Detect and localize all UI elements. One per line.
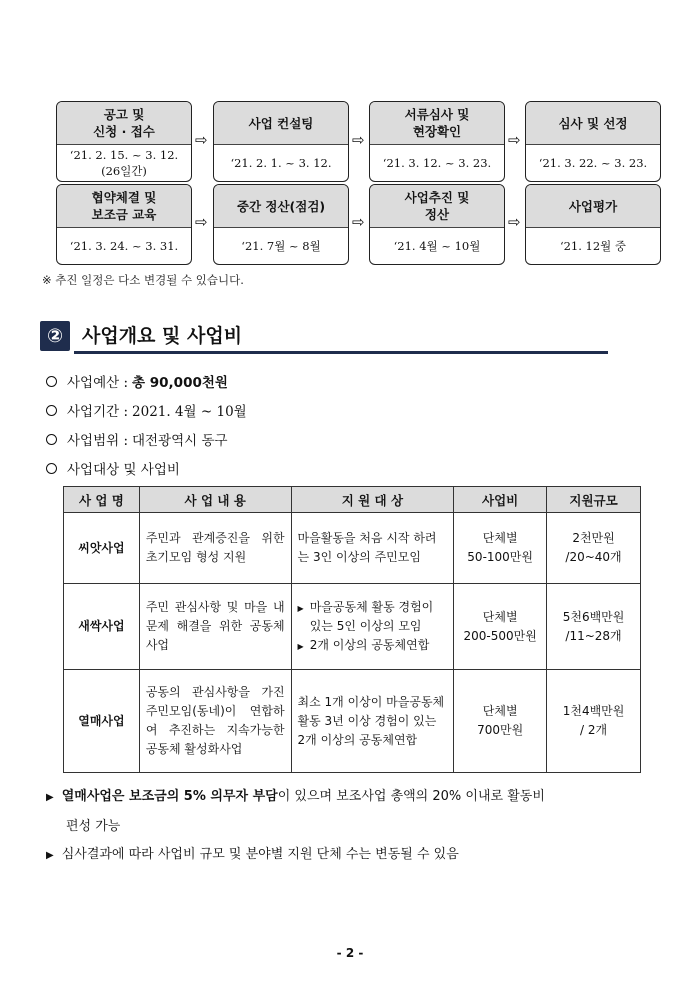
table-header: 지원규모: [547, 487, 641, 513]
project-cost: [454, 584, 547, 670]
overview-label: 사업예산 :: [67, 375, 129, 391]
step-date: ‘21. 3. 24. ~ 3. 31.: [69, 239, 179, 253]
step-title: 공고 및 신청 · 접수: [57, 102, 191, 145]
overview-value: 대전광역시 동구: [132, 433, 228, 449]
table-header: 사업비: [454, 487, 547, 513]
step-box-8: [525, 184, 661, 265]
arrow-right-icon: ⇨: [352, 131, 365, 149]
triangle-bullet-icon: ▶: [46, 792, 54, 803]
overview-value: 2021. 4월 ~ 10월: [132, 404, 247, 420]
step-date: ‘21. 3. 22. ~ 3. 23.: [538, 156, 648, 170]
cost-line: 단체별: [482, 609, 518, 624]
step-date: ‘21. 12월 중: [559, 239, 627, 253]
target-item: [298, 598, 448, 636]
note-continuation: 편성 가능: [66, 819, 121, 834]
table-row: [64, 513, 641, 584]
cost-line: 단체별: [482, 531, 518, 545]
cost-line: 50-100만원: [467, 550, 533, 564]
step-date: ‘21. 2. 15. ~ 3. 12. (26일간): [69, 148, 179, 178]
project-scale: [547, 584, 641, 670]
triangle-bullet-icon: ▶: [297, 641, 304, 651]
table-row: [64, 584, 641, 670]
arrow-right-icon: ⇨: [195, 213, 208, 231]
section-title: 사업개요 및 사업비: [82, 325, 243, 347]
note-2: [46, 845, 646, 866]
schedule-note: ※ 추진 일정은 다소 변경될 수 있습니다.: [42, 273, 244, 287]
table-row: [64, 670, 641, 773]
project-target: [291, 584, 454, 670]
project-description: 공동의 관심사항을 가진 주민모임(동네)이 연합하여 추진하는 지속가능한 공동체 활성화사업: [139, 670, 291, 773]
scale-line: /20~40개: [565, 550, 622, 564]
target-text: 2개 이상의 공동체연합: [309, 637, 430, 652]
note-text: 심사결과에 따라 사업비 규모 및 분야별 지원 단체 수는 변동될 수 있음: [61, 847, 459, 862]
table-header: 사 업 명: [64, 487, 140, 513]
note-1: [46, 787, 646, 837]
step-title: 심사 및 선정: [526, 102, 660, 145]
project-target: 최소 1개 이상이 마을공동체 활동 3년 이상 경험이 있는 2개 이상의 공동체연합: [291, 670, 454, 773]
project-name: 열매사업: [64, 670, 140, 773]
circle-bullet-icon: [46, 405, 57, 416]
project-name: 씨앗사업: [64, 513, 140, 584]
step-title: 사업 컨설팅: [214, 102, 348, 145]
scale-line: / 2개: [579, 723, 608, 737]
step-date: ‘21. 2. 1. ~ 3. 12.: [230, 156, 332, 170]
target-item: [298, 636, 448, 656]
step-date: ‘21. 3. 12. ~ 3. 23.: [382, 156, 492, 170]
step-box-7: [369, 184, 505, 265]
project-target: 마을활동을 처음 시작 하려는 3인 이상의 주민모임: [291, 513, 454, 584]
overview-label: 사업범위 :: [67, 433, 129, 449]
overview-label: 사업대상 및 사업비: [67, 462, 180, 478]
scale-line: 5천6백만원: [562, 609, 625, 624]
note-bold: 열매사업은 보조금의 5% 의무자 부담: [61, 789, 278, 804]
cost-line: 200-500만원: [463, 628, 537, 643]
section-underline: [74, 351, 608, 354]
overview-label: 사업기간 :: [67, 404, 129, 420]
step-date: ‘21. 4월 ~ 10월: [393, 239, 481, 253]
triangle-bullet-icon: ▶: [297, 603, 304, 613]
step-title: 협약체결 및 보조금 교육: [57, 185, 191, 228]
circle-bullet-icon: [46, 376, 57, 387]
overview-period: [46, 400, 247, 420]
table-header-row: [64, 487, 641, 513]
step-box-3: [369, 101, 505, 182]
step-title: 중간 정산(점검): [214, 185, 348, 228]
project-scale: [547, 513, 641, 584]
cost-line: 단체별: [482, 704, 518, 718]
circle-bullet-icon: [46, 434, 57, 445]
arrow-right-icon: ⇨: [508, 131, 521, 149]
section-number: ②: [40, 321, 70, 351]
step-title: 사업평가: [526, 185, 660, 228]
step-title: 서류심사 및 현장확인: [370, 102, 504, 145]
cost-line: 700만원: [477, 723, 524, 737]
project-cost: [454, 670, 547, 773]
project-scale: [547, 670, 641, 773]
step-date: ‘21. 7월 ~ 8월: [241, 239, 321, 253]
arrow-right-icon: ⇨: [352, 213, 365, 231]
table-header: 지 원 대 상: [291, 487, 454, 513]
overview-scope: [46, 429, 228, 449]
project-cost: [454, 513, 547, 584]
step-box-1: [56, 101, 192, 182]
triangle-bullet-icon: ▶: [46, 850, 54, 861]
project-name: 새싹사업: [64, 584, 140, 670]
overview-target: [46, 458, 184, 478]
scale-line: 2천만원: [572, 531, 615, 545]
target-text: 마을공동체 활동 경험이 있는 5인 이상의 모임: [309, 599, 434, 633]
budget-table: [63, 486, 641, 773]
arrow-right-icon: ⇨: [195, 131, 208, 149]
scale-line: /11~28개: [565, 628, 622, 643]
arrow-right-icon: ⇨: [508, 213, 521, 231]
table-header: 사 업 내 용: [139, 487, 291, 513]
scale-line: 1천4백만원: [562, 704, 625, 718]
step-title: 사업추진 및 정산: [370, 185, 504, 228]
step-box-2: [213, 101, 349, 182]
note-text: 이 있으며 보조사업 총액의 20% 이내로 활동비: [277, 789, 545, 804]
page-number: - 2 -: [336, 946, 364, 960]
step-box-5: [56, 184, 192, 265]
overview-value: 총 90,000천원: [132, 375, 228, 391]
project-description: 주민과 관계증진을 위한 초기모임 형성 지원: [139, 513, 291, 584]
step-box-4: [525, 101, 661, 182]
overview-budget: [46, 371, 228, 391]
circle-bullet-icon: [46, 463, 57, 474]
project-description: 주민 관심사항 및 마을 내 문제 해결을 위한 공동체사업: [139, 584, 291, 670]
step-box-6: [213, 184, 349, 265]
